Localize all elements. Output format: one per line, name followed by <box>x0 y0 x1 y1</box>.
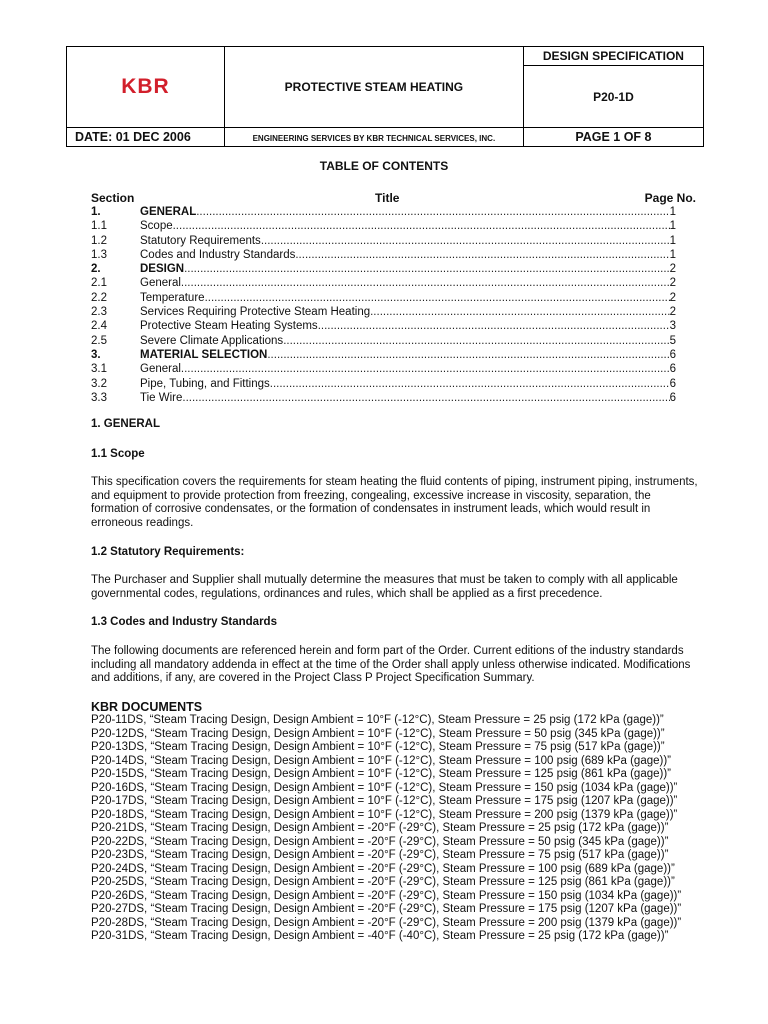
toc-leader-dots <box>370 305 669 319</box>
toc-entry-page: 2 <box>669 291 676 304</box>
toc-entry-title: Codes and Industry Standards <box>140 248 296 261</box>
spec-number-cell <box>523 66 703 128</box>
toc-entry-number: 3.2 <box>91 377 107 390</box>
kbr-document-item: P20-23DS, “Steam Tracing Design, Design Ambient = -20°F (-29°C), Steam Pressure = 75 psig (517 kPa (gage))” <box>91 849 669 862</box>
section-codes-heading: 1.3 Codes and Industry Standards <box>91 616 277 629</box>
kbr-document-item: P20-24DS, “Steam Tracing Design, Design Ambient = -20°F (-29°C), Steam Pressure = 100 psig (689 kPa (gage))” <box>91 862 675 875</box>
kbr-document-item: P20-27DS, “Steam Tracing Design, Design Ambient = -20°F (-29°C), Steam Pressure = 175 psig (1207 kPa (gage))” <box>91 903 682 916</box>
toc-entry-number: 1.2 <box>91 234 107 247</box>
toc-leader-dots <box>283 334 669 348</box>
toc-leader-dots <box>184 262 670 276</box>
toc-entry-page: 2 <box>669 263 676 276</box>
toc-entry-number: 1. <box>91 206 101 218</box>
toc-entry-number: 2.4 <box>91 320 107 333</box>
section-general-heading: 1. GENERAL <box>91 418 161 430</box>
toc-entry <box>91 205 676 219</box>
kbr-document-item: P20-12DS, “Steam Tracing Design, Design Ambient = 10°F (-12°C), Steam Pressure = 50 psig (345 kPa (gage))” <box>91 727 665 740</box>
toc-entry-page: 1 <box>669 248 676 261</box>
toc-entry <box>91 334 676 348</box>
kbr-logo: KBR <box>121 75 170 98</box>
toc-leader-dots <box>205 291 670 305</box>
spec-type-cell <box>523 47 703 66</box>
toc-entry-title: Severe Climate Applications <box>140 334 284 347</box>
toc-entry <box>91 219 676 233</box>
toc-entry-page: 1 <box>669 220 676 233</box>
toc-entry-title: General <box>140 363 181 376</box>
kbr-document-item: P20-14DS, “Steam Tracing Design, Design Ambient = 10°F (-12°C), Steam Pressure = 100 psig (689 kPa (gage))” <box>91 754 671 767</box>
toc-entry-body <box>140 377 676 391</box>
toc-entry-page: 6 <box>669 348 676 361</box>
toc-entry-page: 3 <box>669 320 676 333</box>
toc-entry <box>91 391 676 405</box>
toc-entry-title: Temperature <box>140 291 205 304</box>
toc-entry-number: 2. <box>91 263 101 276</box>
kbr-document-item: P20-25DS, “Steam Tracing Design, Design Ambient = -20°F (-29°C), Steam Pressure = 125 psig (861 kPa (gage))” <box>91 876 675 889</box>
toc-entry-page: 6 <box>669 377 676 390</box>
page-number: PAGE 1 OF 8 <box>575 130 652 144</box>
toc-entry-body <box>140 248 676 262</box>
toc-entry <box>91 276 676 290</box>
kbr-document-item: P20-18DS, “Steam Tracing Design, Design Ambient = 10°F (-12°C), Steam Pressure = 200 psig (1379 kPa (gage))” <box>91 808 678 821</box>
logo-cell <box>67 47 225 128</box>
date-cell <box>67 128 225 147</box>
toc-entry-number: 2.5 <box>91 334 107 347</box>
toc-leader-dots <box>181 362 670 376</box>
toc-entry-body <box>140 291 676 305</box>
kbr-document-item: P20-28DS, “Steam Tracing Design, Design Ambient = -20°F (-29°C), Steam Pressure = 200 psig (1379 kPa (gage))” <box>91 916 682 929</box>
kbr-documents-list <box>91 714 701 944</box>
toc-entry <box>91 377 676 391</box>
toc-entry <box>91 234 676 248</box>
toc-entry-body <box>140 319 676 333</box>
toc-entry-page: 2 <box>669 306 676 319</box>
codes-paragraph: The following documents are referenced herein and form part of the Order. Current editions of the industry standards including all mandatory addenda in effect at the time of the Order shall apply unless otherwise indicated. Modifications and additions, if any, are covered in the Project Class P Project Specification Summary. <box>91 644 691 685</box>
toc-col-page: Page No. <box>644 191 696 205</box>
toc-entry-number: 2.2 <box>91 291 107 304</box>
toc-entry <box>91 248 676 262</box>
toc-entry-title: Services Requiring Protective Steam Heating <box>140 306 371 319</box>
toc-leader-dots <box>261 234 670 248</box>
toc-entry-body <box>140 362 676 376</box>
toc-entry-title: DESIGN <box>140 263 185 276</box>
toc-leader-dots <box>196 205 669 219</box>
kbr-document-item: P20-22DS, “Steam Tracing Design, Design Ambient = -20°F (-29°C), Steam Pressure = 50 psig (345 kPa (gage))” <box>91 835 669 848</box>
kbr-document-item: P20-15DS, “Steam Tracing Design, Design Ambient = 10°F (-12°C), Steam Pressure = 125 psig (861 kPa (gage))” <box>91 768 671 781</box>
services-text: ENGINEERING SERVICES BY KBR TECHNICAL SERVICES, INC. <box>252 134 496 143</box>
toc-entry-body <box>140 219 676 233</box>
toc-leader-dots <box>295 248 669 262</box>
kbr-document-item: P20-16DS, “Steam Tracing Design, Design Ambient = 10°F (-12°C), Steam Pressure = 150 psig (1034 kPa (gage))” <box>91 781 678 794</box>
toc-entry-body <box>140 276 676 290</box>
document-header <box>66 46 704 147</box>
kbr-document-item: P20-21DS, “Steam Tracing Design, Design Ambient = -20°F (-29°C), Steam Pressure = 25 psig (172 kPa (gage))” <box>91 822 669 835</box>
document-body <box>91 418 701 944</box>
document-title: PROTECTIVE STEAM HEATING <box>284 80 464 94</box>
toc-entry-number: 1.3 <box>91 248 107 261</box>
kbr-document-item: P20-17DS, “Steam Tracing Design, Design Ambient = 10°F (-12°C), Steam Pressure = 175 psig (1207 kPa (gage))” <box>91 795 678 808</box>
kbr-documents-heading: KBR DOCUMENTS <box>91 699 203 714</box>
title-cell <box>224 47 523 128</box>
kbr-document-item: P20-11DS, “Steam Tracing Design, Design Ambient = 10°F (-12°C), Steam Pressure = 25 psig (172 kPa (gage))” <box>91 714 664 727</box>
toc-leader-dots <box>182 391 669 405</box>
toc-entry-number: 1.1 <box>91 220 107 233</box>
toc-entry-title: GENERAL <box>140 206 197 218</box>
kbr-document-item: P20-31DS, “Steam Tracing Design, Design Ambient = -40°F (-40°C), Steam Pressure = 25 psig (172 kPa (gage))” <box>91 930 669 943</box>
toc-entry-title: MATERIAL SELECTION <box>140 348 268 361</box>
toc-entry-page: 1 <box>669 206 676 218</box>
toc-entry-page: 6 <box>669 363 676 376</box>
toc-entry-number: 2.1 <box>91 277 107 290</box>
toc-entry-page: 2 <box>669 277 676 290</box>
section-statutory-heading: 1.2 Statutory Requirements: <box>91 545 245 558</box>
toc-entry <box>91 362 676 376</box>
toc-entry-body <box>140 348 676 362</box>
toc-entry-body <box>140 334 676 348</box>
spec-number: P20-1D <box>593 89 634 104</box>
toc-entry-title: General <box>140 277 181 290</box>
page-cell <box>523 128 703 147</box>
kbr-document-item: P20-13DS, “Steam Tracing Design, Design Ambient = 10°F (-12°C), Steam Pressure = 75 psig (517 kPa (gage))” <box>91 741 665 754</box>
section-scope-heading: 1.1 Scope <box>91 447 145 460</box>
toc-leader-dots <box>181 276 670 290</box>
toc-title: TABLE OF CONTENTS <box>319 159 449 173</box>
toc-entry-number: 2.3 <box>91 306 107 319</box>
toc-list <box>91 205 676 405</box>
toc-leader-dots <box>270 377 670 391</box>
services-cell <box>224 128 523 147</box>
toc-entry-body <box>140 234 676 248</box>
toc-leader-dots <box>173 219 670 233</box>
toc-entry-body <box>140 262 676 276</box>
toc-entry-title: Pipe, Tubing, and Fittings <box>140 377 270 390</box>
toc-entry <box>91 291 676 305</box>
toc-entry-page: 1 <box>669 234 676 247</box>
toc-entry-number: 3. <box>91 348 101 361</box>
toc-col-title: Title <box>375 191 400 205</box>
toc-entry-title: Tie Wire <box>140 391 183 404</box>
toc-entry-title: Protective Steam Heating Systems <box>140 320 318 333</box>
toc-entry <box>91 319 676 333</box>
toc-entry-body <box>140 391 676 405</box>
toc-entry <box>91 262 676 276</box>
toc-leader-dots <box>267 348 669 362</box>
statutory-paragraph: The Purchaser and Supplier shall mutually determine the measures that must be taken to comply with all applicable governmental codes, regulations, ordinances and rules, which shall be applied as a first precedence. <box>91 574 678 600</box>
toc-entry-title: Statutory Requirements <box>140 234 261 247</box>
toc-entry-number: 3.1 <box>91 363 107 376</box>
toc-entry-page: 6 <box>669 391 676 404</box>
toc-column-headers <box>91 191 696 205</box>
toc-entry-page: 5 <box>669 334 676 347</box>
toc-entry <box>91 348 676 362</box>
scope-paragraph: This specification covers the requirements for steam heating the fluid contents of piping, instrument piping, instruments, and equipment to provide protection from freezing, congealing, excessive increase in viscosity, separation, the formation of corrosive condensates, or the formation of condensates in instrument leads, which would result in erroneous readings. <box>91 476 698 529</box>
document-date: DATE: 01 DEC 2006 <box>75 130 191 144</box>
toc-col-section: Section <box>91 191 135 205</box>
kbr-document-item: P20-26DS, “Steam Tracing Design, Design Ambient = -20°F (-29°C), Steam Pressure = 150 psig (1034 kPa (gage))” <box>91 889 682 902</box>
toc-entry-body <box>140 305 676 319</box>
toc-entry-title: Scope <box>140 220 173 233</box>
toc-entry <box>91 305 676 319</box>
spec-type: DESIGN SPECIFICATION <box>542 49 684 63</box>
toc-entry-number: 3.3 <box>91 391 107 404</box>
toc-leader-dots <box>318 319 670 333</box>
toc-entry-body <box>140 205 676 219</box>
